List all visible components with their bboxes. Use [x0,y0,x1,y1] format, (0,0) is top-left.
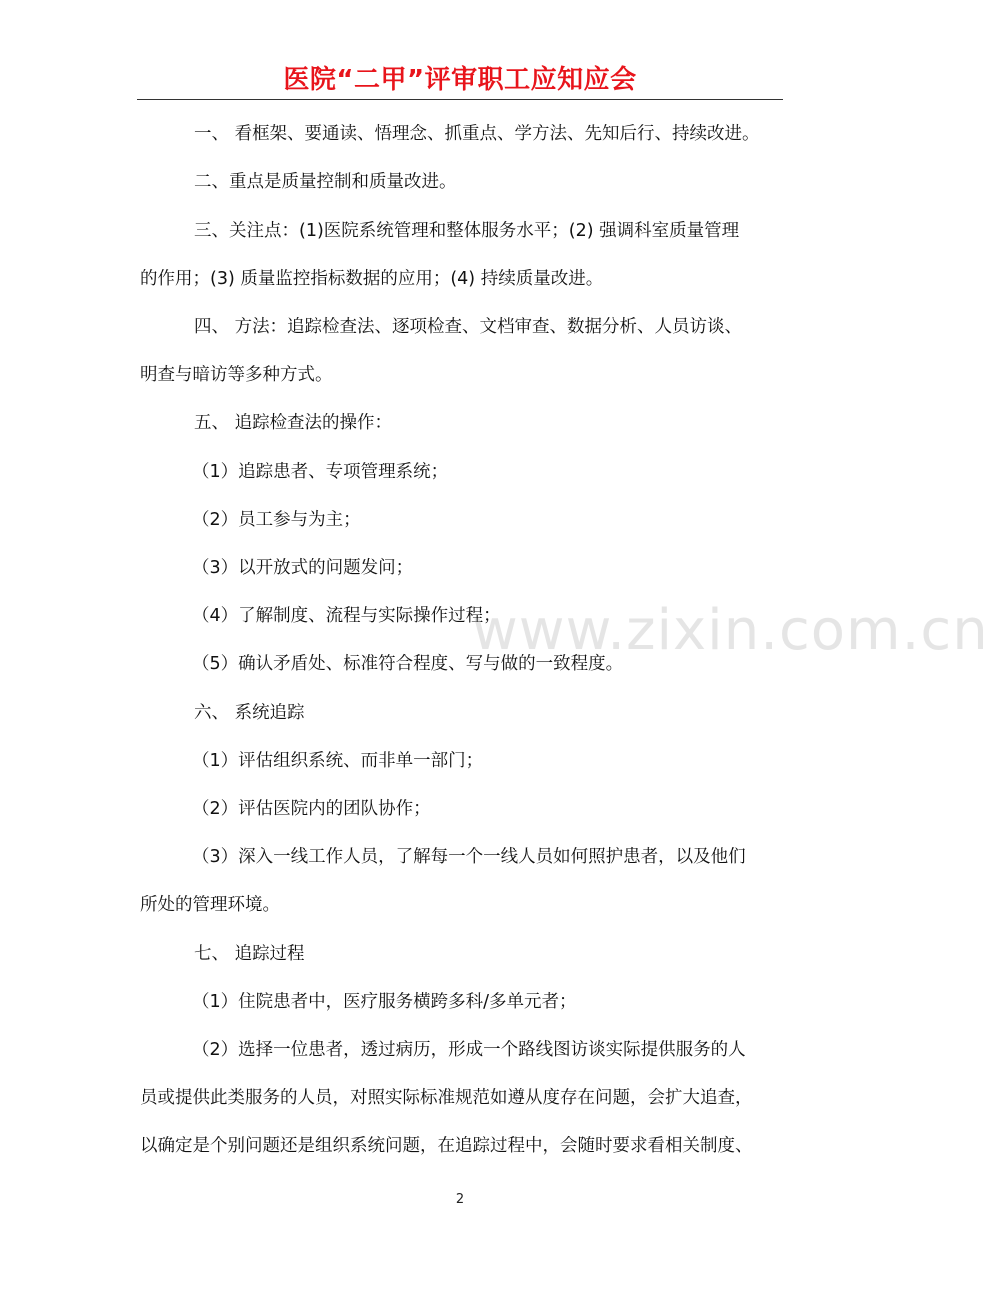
title-underline [137,99,783,100]
text-line: 所处的管理环境。 [140,895,280,915]
text-line: 四、 方法：追踪检查法、逐项检查、文档审查、数据分析、人员访谈、 [194,317,743,337]
text-line: （4）了解制度、流程与实际操作过程； [192,606,501,626]
text-line: （3）以开放式的问题发问； [192,558,414,578]
watermark: www.zixin.com.cn [472,598,989,663]
text-line: （3）深入一线工作人员，了解每一个一线人员如何照护患者，以及他们 [192,847,746,867]
text-line: 五、 追踪检查法的操作： [194,413,393,433]
text-line: （1）评估组织系统、而非单一部门； [192,751,484,771]
text-line: （2）选择一位患者，透过病历，形成一个路线图访谈实际提供服务的人 [192,1040,746,1060]
text-line: 明查与暗访等多种方式。 [140,365,333,385]
text-line: 二、重点是质量控制和质量改进。 [194,172,457,192]
page-number: 2 [455,1192,465,1207]
text-line: （2）评估医院内的团队协作； [192,799,431,819]
text-line: 一、 看框架、要通读、悟理念、抓重点、学方法、先知后行、持续改进。 [194,124,760,144]
text-line: 三、关注点：(1)医院系统管理和整体服务水平；(2) 强调科室质量管理 [194,221,740,241]
text-line: 以确定是个别问题还是组织系统问题，在追踪过程中，会随时要求看相关制度、 [140,1136,753,1156]
text-line: 六、 系统追踪 [194,703,305,723]
text-line: （1）住院患者中，医疗服务横跨多科/多单元者； [192,992,577,1012]
text-line: 的作用；(3) 质量监控指标数据的应用；(4) 持续质量改进。 [140,269,604,289]
text-line: 员或提供此类服务的人员，对照实际标准规范如遵从度存在问题，会扩大追查， [140,1088,753,1108]
document-title: 医院“二甲”评审职工应知应会 [283,65,637,95]
text-line: 七、 追踪过程 [194,944,305,964]
text-line: （1）追踪患者、专项管理系统； [192,462,449,482]
text-line: （5）确认矛盾处、标准符合程度、写与做的一致程度。 [192,654,624,674]
text-line: （2）员工参与为主； [192,510,361,530]
